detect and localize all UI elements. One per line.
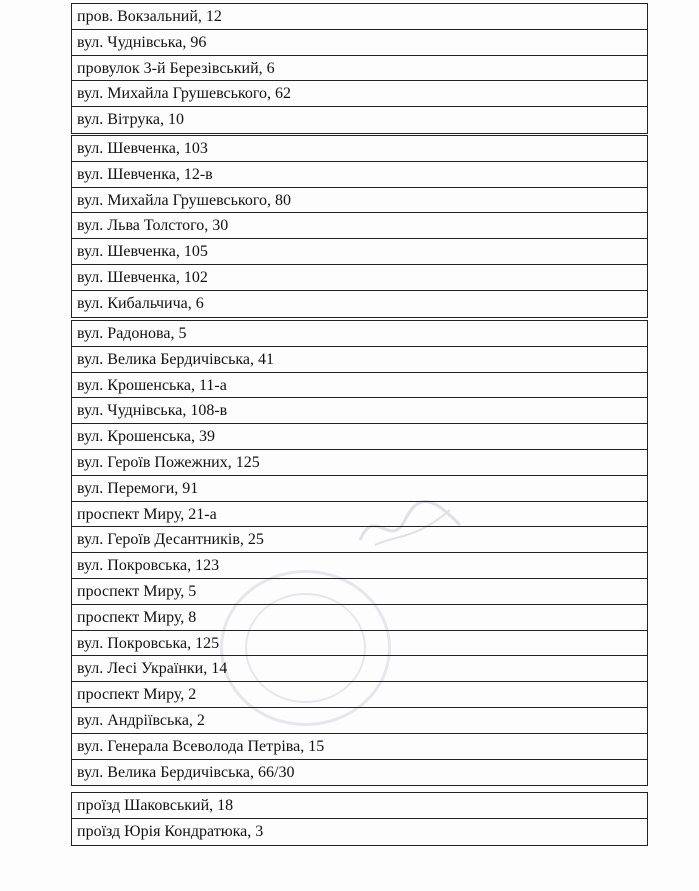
table-row: вул. Шевченка, 105 — [72, 239, 647, 265]
table-row: вул. Чуднівська, 96 — [72, 30, 647, 56]
table-row: вул. Велика Бердичівська, 41 — [72, 347, 647, 373]
table-row: проспект Миру, 5 — [72, 579, 647, 605]
address-table-block-1 — [71, 4, 648, 134]
address-table-block-4 — [71, 792, 648, 846]
table-row: вул. Перемоги, 91 — [72, 476, 647, 502]
table-row: проспект Миру, 2 — [72, 682, 647, 708]
table-row: вул. Лесі Українки, 14 — [72, 656, 647, 682]
table-row: вул. Крошенська, 39 — [72, 424, 647, 450]
table-row: вул. Покровська, 125 — [72, 631, 647, 657]
table-row: вул. Михайла Грушевського, 80 — [72, 188, 647, 214]
table-row: вул. Вітрука, 10 — [77, 111, 185, 129]
table-row: вул. Генерала Всеволода Петріва, 15 — [72, 734, 647, 760]
table-row: вул. Крошенська, 11-а — [72, 373, 647, 399]
table-row: вул. Михайла Грушевського, 62 — [72, 81, 647, 107]
address-table-block-3 — [71, 320, 648, 786]
table-row: вул. Шевченка, 102 — [72, 265, 647, 291]
table-row: вул. Покровська, 123 — [72, 553, 647, 579]
table-row: проїзд Шаковський, 18 — [72, 793, 647, 819]
table-row: вул. Велика Бердичівська, 66/30 — [77, 763, 295, 781]
table-row: проїзд Юрія Кондратюка, 3 — [77, 822, 264, 840]
table-row: проспект Миру, 21-а — [72, 502, 647, 528]
table-row: вул. Льва Толстого, 30 — [72, 213, 647, 239]
table-row: вул. Шевченка, 103 — [72, 136, 647, 162]
table-row: проспект Миру, 8 — [72, 605, 647, 631]
table-row: провулок 3-й Березівський, 6 — [72, 56, 647, 82]
table-row: вул. Радонова, 5 — [72, 321, 647, 347]
table-row: вул. Героїв Пожежних, 125 — [72, 450, 647, 476]
table-row: вул. Андріївська, 2 — [72, 708, 647, 734]
table-row: вул. Героїв Десантників, 25 — [72, 527, 647, 553]
table-row: вул. Шевченка, 12-в — [72, 162, 647, 188]
table-row: вул. Чуднівська, 108-в — [72, 398, 647, 424]
table-row: вул. Кибальчича, 6 — [77, 294, 204, 312]
table-row: пров. Вокзальний, 12 — [72, 4, 647, 30]
address-table-block-2 — [71, 135, 648, 318]
